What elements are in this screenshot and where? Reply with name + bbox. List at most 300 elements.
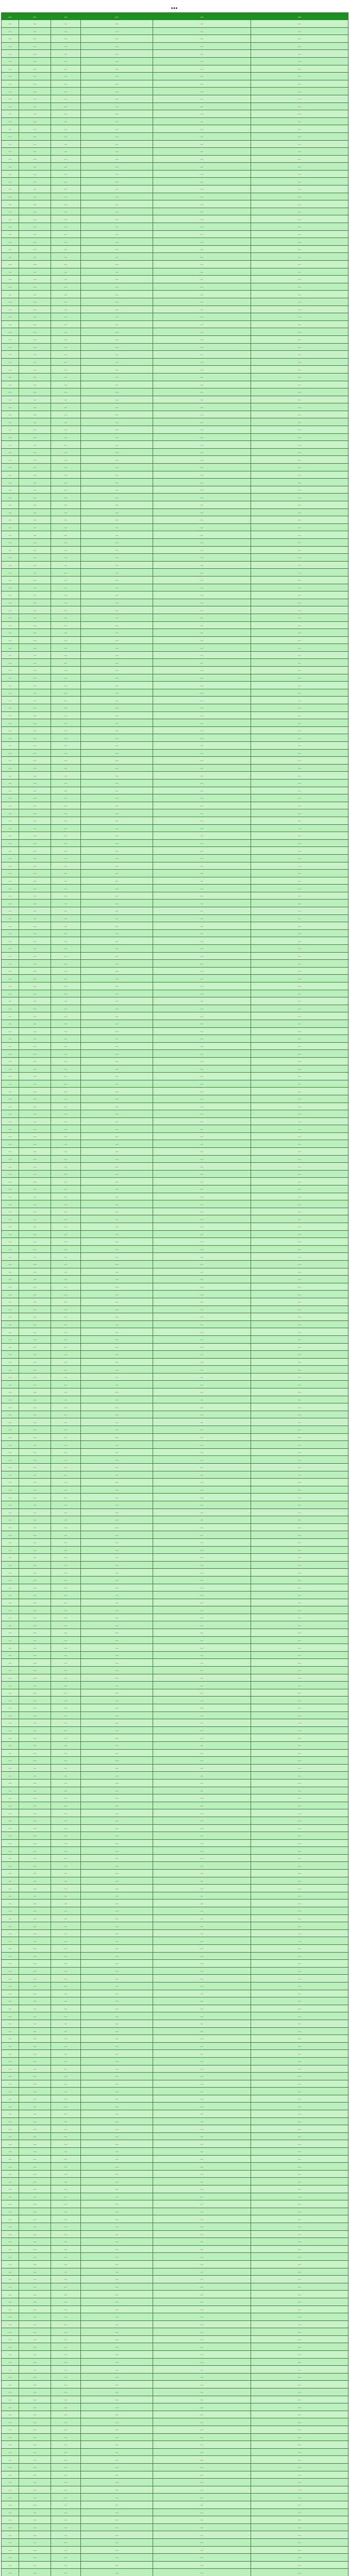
cell-place: … (81, 742, 153, 750)
table-row (2, 2268, 348, 2276)
cell-start: … (153, 2291, 251, 2298)
cell-index: … (2, 2193, 19, 2200)
cell-place: … (81, 2426, 153, 2434)
table-row (2, 584, 348, 591)
table-row (2, 2554, 348, 2562)
cell-place: … (81, 479, 153, 486)
cell-start: … (153, 1847, 251, 1855)
cell-end: … (251, 2411, 348, 2418)
table-row (2, 245, 348, 253)
cell-start: … (153, 298, 251, 306)
cell-start: … (153, 1403, 251, 1411)
cell-start: … (153, 253, 251, 261)
cell-end: … (251, 1937, 348, 1945)
table-row (2, 1313, 348, 1321)
table-row (2, 1839, 348, 1847)
cell-number: … (19, 1704, 51, 1712)
table-row (2, 2238, 348, 2246)
cell-name: … (51, 1711, 81, 1719)
table-row (2, 1569, 348, 1577)
cell-name: … (51, 1576, 81, 1584)
table-row (2, 1471, 348, 1479)
cell-place: … (81, 2494, 153, 2501)
cell-place: … (81, 1403, 153, 1411)
cell-start: … (153, 967, 251, 975)
cell-name: … (51, 2373, 81, 2381)
cell-index: … (2, 1629, 19, 1637)
cell-start: … (153, 2170, 251, 2178)
cell-number: … (19, 1343, 51, 1351)
table-row (2, 298, 348, 306)
cell-start: … (153, 697, 251, 704)
table-row (2, 1621, 348, 1629)
table-row (2, 2170, 348, 2178)
cell-number: … (19, 885, 51, 892)
cell-name: … (51, 1719, 81, 1727)
cell-number: … (19, 351, 51, 359)
cell-number: … (19, 2012, 51, 2020)
cell-number: … (19, 914, 51, 922)
table-row (2, 95, 348, 103)
cell-end: … (251, 148, 348, 156)
cell-start: … (153, 441, 251, 449)
cell-number: … (19, 809, 51, 817)
cell-start: … (153, 230, 251, 238)
cell-end: … (251, 1975, 348, 1982)
table-row (2, 2291, 348, 2298)
cell-place: … (81, 779, 153, 787)
cell-index: … (2, 1471, 19, 1479)
cell-place: … (81, 839, 153, 847)
cell-index: … (2, 291, 19, 298)
table-row (2, 2155, 348, 2163)
cell-number: … (19, 20, 51, 28)
cell-number: … (19, 1982, 51, 1990)
cell-start: … (153, 1697, 251, 1704)
cell-place: … (81, 1907, 153, 1915)
table-row (2, 1042, 348, 1050)
cell-number: … (19, 960, 51, 968)
cell-name: … (51, 2366, 81, 2374)
table-row (2, 1885, 348, 1892)
cell-number: … (19, 2366, 51, 2374)
cell-number: … (19, 1088, 51, 1095)
cell-number: … (19, 794, 51, 802)
cell-start: … (153, 1945, 251, 1953)
cell-start: … (153, 1832, 251, 1840)
cell-index: … (2, 2042, 19, 2050)
cell-start: … (153, 900, 251, 907)
cell-name: … (51, 411, 81, 418)
cell-index: … (2, 2178, 19, 2185)
cell-number: … (19, 1531, 51, 1539)
cell-place: … (81, 1682, 153, 1689)
cell-index: … (2, 1960, 19, 1968)
table-row (2, 1802, 348, 1809)
cell-start: … (153, 1073, 251, 1080)
cell-start: … (153, 2132, 251, 2140)
cell-end: … (251, 531, 348, 539)
cell-start: … (153, 2178, 251, 2185)
cell-index: … (2, 238, 19, 246)
cell-end: … (251, 2080, 348, 2088)
cell-place: … (81, 306, 153, 313)
cell-index: … (2, 418, 19, 426)
cell-name: … (51, 1095, 81, 1103)
cell-number: … (19, 283, 51, 291)
cell-place: … (81, 2351, 153, 2359)
table-row (2, 388, 348, 396)
cell-start: … (153, 2313, 251, 2321)
cell-start: … (153, 2185, 251, 2193)
cell-name: … (51, 802, 81, 809)
table-row (2, 2411, 348, 2418)
cell-place: … (81, 2163, 153, 2171)
cell-name: … (51, 1531, 81, 1539)
table-row (2, 1103, 348, 1110)
cell-name: … (51, 1945, 81, 1953)
cell-index: … (2, 464, 19, 471)
cell-end: … (251, 1170, 348, 1178)
cell-place: … (81, 2538, 153, 2546)
cell-place: … (81, 726, 153, 734)
cell-index: … (2, 2456, 19, 2464)
cell-end: … (251, 794, 348, 802)
cell-name: … (51, 990, 81, 997)
cell-end: … (251, 2351, 348, 2359)
cell-number: … (19, 516, 51, 524)
cell-index: … (2, 1388, 19, 1396)
cell-place: … (81, 892, 153, 900)
table-row (2, 2388, 348, 2396)
cell-number: … (19, 155, 51, 163)
cell-index: … (2, 2117, 19, 2125)
cell-number: … (19, 2351, 51, 2359)
cell-place: … (81, 2012, 153, 2020)
cell-start: … (153, 2433, 251, 2441)
cell-place: … (81, 922, 153, 930)
cell-place: … (81, 494, 153, 501)
cell-start: … (153, 42, 251, 50)
cell-number: … (19, 2260, 51, 2268)
table-row (2, 1651, 348, 1659)
table-body (2, 20, 348, 2576)
table-row (2, 253, 348, 261)
cell-place: … (81, 148, 153, 156)
cell-name: … (51, 2501, 81, 2509)
cell-name: … (51, 1215, 81, 1223)
cell-name: … (51, 276, 81, 283)
cell-end: … (251, 1020, 348, 1027)
cell-index: … (2, 2501, 19, 2509)
table-row (2, 1005, 348, 1012)
cell-number: … (19, 2148, 51, 2156)
cell-place: … (81, 945, 153, 953)
cell-name: … (51, 967, 81, 975)
cell-place: … (81, 2306, 153, 2313)
cell-start: … (153, 170, 251, 178)
cell-start: … (153, 711, 251, 719)
table-row (2, 651, 348, 659)
cell-name: … (51, 2027, 81, 2035)
cell-index: … (2, 1298, 19, 1306)
cell-place: … (81, 1486, 153, 1494)
cell-place: … (81, 1877, 153, 1885)
cell-place: … (81, 1937, 153, 1945)
table-row (2, 1584, 348, 1591)
cell-end: … (251, 2200, 348, 2208)
cell-name: … (51, 2411, 81, 2418)
cell-index: … (2, 2065, 19, 2073)
cell-end: … (251, 711, 348, 719)
cell-end: … (251, 1065, 348, 1073)
cell-place: … (81, 223, 153, 231)
cell-number: … (19, 306, 51, 313)
table-row (2, 1148, 348, 1156)
cell-index: … (2, 35, 19, 43)
cell-start: … (153, 471, 251, 479)
cell-end: … (251, 1200, 348, 1208)
table-row (2, 2253, 348, 2261)
cell-name: … (51, 960, 81, 968)
cell-number: … (19, 2080, 51, 2088)
cell-start: … (153, 2073, 251, 2080)
cell-start: … (153, 418, 251, 426)
table-row (2, 2095, 348, 2103)
cell-number: … (19, 599, 51, 606)
cell-index: … (2, 1952, 19, 1960)
cell-index: … (2, 1561, 19, 1569)
cell-name: … (51, 584, 81, 591)
table-row (2, 1922, 348, 1930)
cell-index: … (2, 1441, 19, 1449)
cell-index: … (2, 448, 19, 456)
cell-number: … (19, 802, 51, 809)
cell-start: … (153, 2448, 251, 2456)
cell-place: … (81, 2027, 153, 2035)
cell-number: … (19, 2125, 51, 2133)
table-row (2, 1351, 348, 1359)
cell-number: … (19, 2020, 51, 2027)
cell-start: … (153, 125, 251, 133)
cell-end: … (251, 2155, 348, 2163)
cell-place: … (81, 2223, 153, 2230)
cell-place: … (81, 1050, 153, 1058)
cell-number: … (19, 644, 51, 652)
cell-name: … (51, 80, 81, 88)
cell-number: … (19, 2140, 51, 2148)
cell-name: … (51, 1494, 81, 1501)
cell-number: … (19, 2501, 51, 2509)
cell-name: … (51, 2313, 81, 2321)
table-row (2, 2343, 348, 2351)
table-row (2, 1862, 348, 1870)
cell-index: … (2, 1403, 19, 1411)
cell-index: … (2, 253, 19, 261)
cell-index: … (2, 561, 19, 569)
cell-end: … (251, 2335, 348, 2343)
cell-end: … (251, 1328, 348, 1336)
cell-place: … (81, 448, 153, 456)
cell-start: … (153, 65, 251, 73)
table-row (2, 1636, 348, 1644)
cell-place: … (81, 952, 153, 960)
cell-index: … (2, 215, 19, 223)
cell-name: … (51, 2381, 81, 2388)
cell-start: … (153, 2546, 251, 2554)
cell-name: … (51, 1065, 81, 1073)
table-row (2, 1554, 348, 1562)
cell-end: … (251, 1659, 348, 1667)
cell-end: … (251, 1396, 348, 1403)
cell-number: … (19, 1223, 51, 1231)
cell-place: … (81, 644, 153, 652)
cell-place: … (81, 1110, 153, 1118)
table-row (2, 644, 348, 652)
cell-place: … (81, 1817, 153, 1824)
cell-name: … (51, 975, 81, 982)
cell-place: … (81, 651, 153, 659)
cell-number: … (19, 328, 51, 336)
cell-end: … (251, 1870, 348, 1877)
cell-name: … (51, 1764, 81, 1772)
cell-index: … (2, 929, 19, 937)
table-row (2, 546, 348, 554)
cell-place: … (81, 426, 153, 434)
cell-number: … (19, 464, 51, 471)
table-row (2, 1907, 348, 1915)
cell-index: … (2, 1734, 19, 1742)
cell-end: … (251, 2546, 348, 2554)
table-row (2, 1990, 348, 1997)
cell-index: … (2, 2351, 19, 2359)
cell-place: … (81, 1088, 153, 1095)
cell-place: … (81, 1313, 153, 1321)
cell-end: … (251, 538, 348, 546)
cell-index: … (2, 1132, 19, 1140)
roster-table (1, 12, 348, 2576)
cell-end: … (251, 1982, 348, 1990)
table-row (2, 726, 348, 734)
cell-index: … (2, 2441, 19, 2449)
cell-index: … (2, 1125, 19, 1133)
cell-index: … (2, 892, 19, 900)
cell-start: … (153, 185, 251, 193)
cell-index: … (2, 163, 19, 171)
cell-name: … (51, 651, 81, 659)
cell-end: … (251, 1554, 348, 1562)
cell-place: … (81, 1441, 153, 1449)
cell-name: … (51, 1523, 81, 1531)
cell-end: … (251, 2005, 348, 2012)
cell-place: … (81, 185, 153, 193)
table-row (2, 1223, 348, 1231)
cell-name: … (51, 1103, 81, 1110)
cell-start: … (153, 132, 251, 140)
cell-index: … (2, 2200, 19, 2208)
cell-end: … (251, 667, 348, 674)
cell-place: … (81, 1035, 153, 1043)
cell-index: … (2, 200, 19, 208)
cell-place: … (81, 2546, 153, 2554)
cell-name: … (51, 1238, 81, 1246)
table-row (2, 982, 348, 990)
cell-index: … (2, 2426, 19, 2434)
table-row (2, 1170, 348, 1178)
cell-index: … (2, 328, 19, 336)
cell-start: … (153, 2471, 251, 2479)
cell-start: … (153, 1320, 251, 1328)
cell-place: … (81, 1260, 153, 1268)
cell-end: … (251, 2554, 348, 2562)
cell-index: … (2, 1501, 19, 1509)
cell-place: … (81, 2463, 153, 2471)
cell-number: … (19, 2178, 51, 2185)
cell-number: … (19, 1636, 51, 1644)
table-row (2, 132, 348, 140)
cell-number: … (19, 479, 51, 486)
table-row (2, 509, 348, 516)
cell-start: … (153, 1351, 251, 1359)
cell-name: … (51, 95, 81, 103)
table-row (2, 1448, 348, 1456)
cell-name: … (51, 937, 81, 945)
cell-index: … (2, 2531, 19, 2539)
cell-start: … (153, 148, 251, 156)
cell-place: … (81, 854, 153, 862)
cell-start: … (153, 2012, 251, 2020)
cell-end: … (251, 651, 348, 659)
cell-end: … (251, 757, 348, 765)
cell-index: … (2, 2335, 19, 2343)
cell-start: … (153, 2057, 251, 2065)
cell-name: … (51, 719, 81, 727)
cell-place: … (81, 291, 153, 298)
cell-name: … (51, 2456, 81, 2464)
cell-start: … (153, 2388, 251, 2396)
cell-place: … (81, 1005, 153, 1012)
cell-number: … (19, 569, 51, 577)
cell-name: … (51, 140, 81, 148)
cell-name: … (51, 1689, 81, 1697)
cell-name: … (51, 2117, 81, 2125)
cell-place: … (81, 1839, 153, 1847)
cell-place: … (81, 1328, 153, 1336)
cell-place: … (81, 1509, 153, 1516)
cell-name: … (51, 1839, 81, 1847)
table-row (2, 1306, 348, 1313)
cell-number: … (19, 1561, 51, 1569)
cell-place: … (81, 1200, 153, 1208)
table-row (2, 1073, 348, 1080)
cell-number: … (19, 779, 51, 787)
cell-number: … (19, 945, 51, 953)
cell-end: … (251, 320, 348, 328)
cell-number: … (19, 2306, 51, 2313)
table-row (2, 381, 348, 388)
cell-start: … (153, 1208, 251, 1215)
cell-end: … (251, 1749, 348, 1757)
cell-name: … (51, 892, 81, 900)
cell-start: … (153, 1426, 251, 1434)
table-row (2, 2396, 348, 2403)
cell-number: … (19, 975, 51, 982)
cell-name: … (51, 779, 81, 787)
cell-name: … (51, 471, 81, 479)
cell-name: … (51, 1651, 81, 1659)
cell-number: … (19, 997, 51, 1005)
cell-name: … (51, 2095, 81, 2103)
